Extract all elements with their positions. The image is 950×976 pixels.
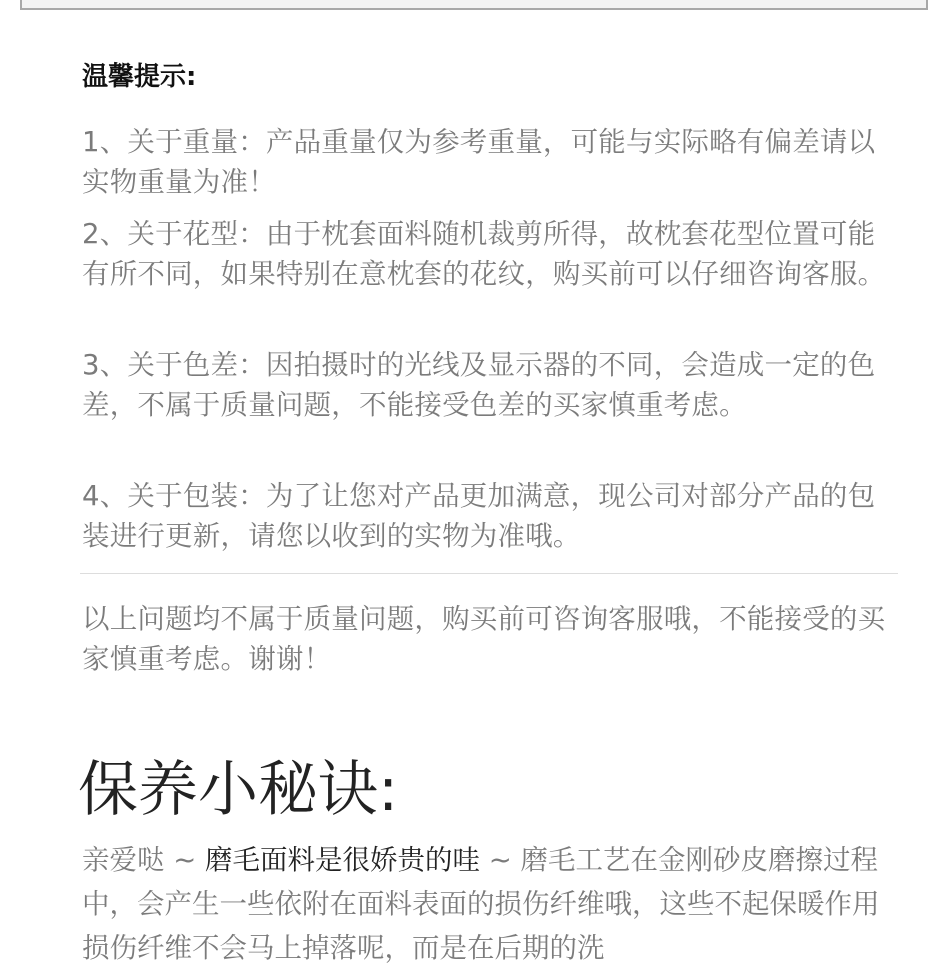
care-tips-body xyxy=(82,838,898,970)
care-highlight: 磨毛面料是很娇贵的哇 xyxy=(205,844,481,876)
notice-title: 温馨提示: xyxy=(82,62,197,92)
notice-tip-pattern: 2、关于花型：由于枕套面料随机裁剪所得，故枕套花型位置可能有所不同，如果特别在意枕套的花纹，购买前可以仔细咨询客服。 xyxy=(82,218,886,290)
notice-summary: 以上问题均不属于质量问题，购买前可咨询客服哦，不能接受的买家慎重考虑。谢谢！ xyxy=(82,603,886,675)
care-body-text: ~ 磨毛工艺在金刚砂皮磨擦过程中，会产生一些依附在面料表面的损伤纤维哦，这些不起保暖作用损伤纤维不会马上掉落呢，而是在后期的洗 xyxy=(82,844,880,964)
top-content-box xyxy=(20,0,928,10)
notice-tip-weight: 1、关于重量：产品重量仅为参考重量，可能与实际略有偏差请以实物重量为准！ xyxy=(82,126,876,198)
notice-tip-packaging: 4、关于包装：为了让您对产品更加满意，现公司对部分产品的包装进行更新，请您以收到的实物为准哦。 xyxy=(82,480,876,552)
section-divider xyxy=(80,573,898,574)
care-intro: 亲爱哒 ~ xyxy=(82,844,206,876)
notice-tip-color: 3、关于色差：因拍摄时的光线及显示器的不同，会造成一定的色差，不属于质量问题，不能接受色差的买家慎重考虑。 xyxy=(82,349,876,421)
care-tips-title: 保养小秘诀: xyxy=(78,755,399,825)
